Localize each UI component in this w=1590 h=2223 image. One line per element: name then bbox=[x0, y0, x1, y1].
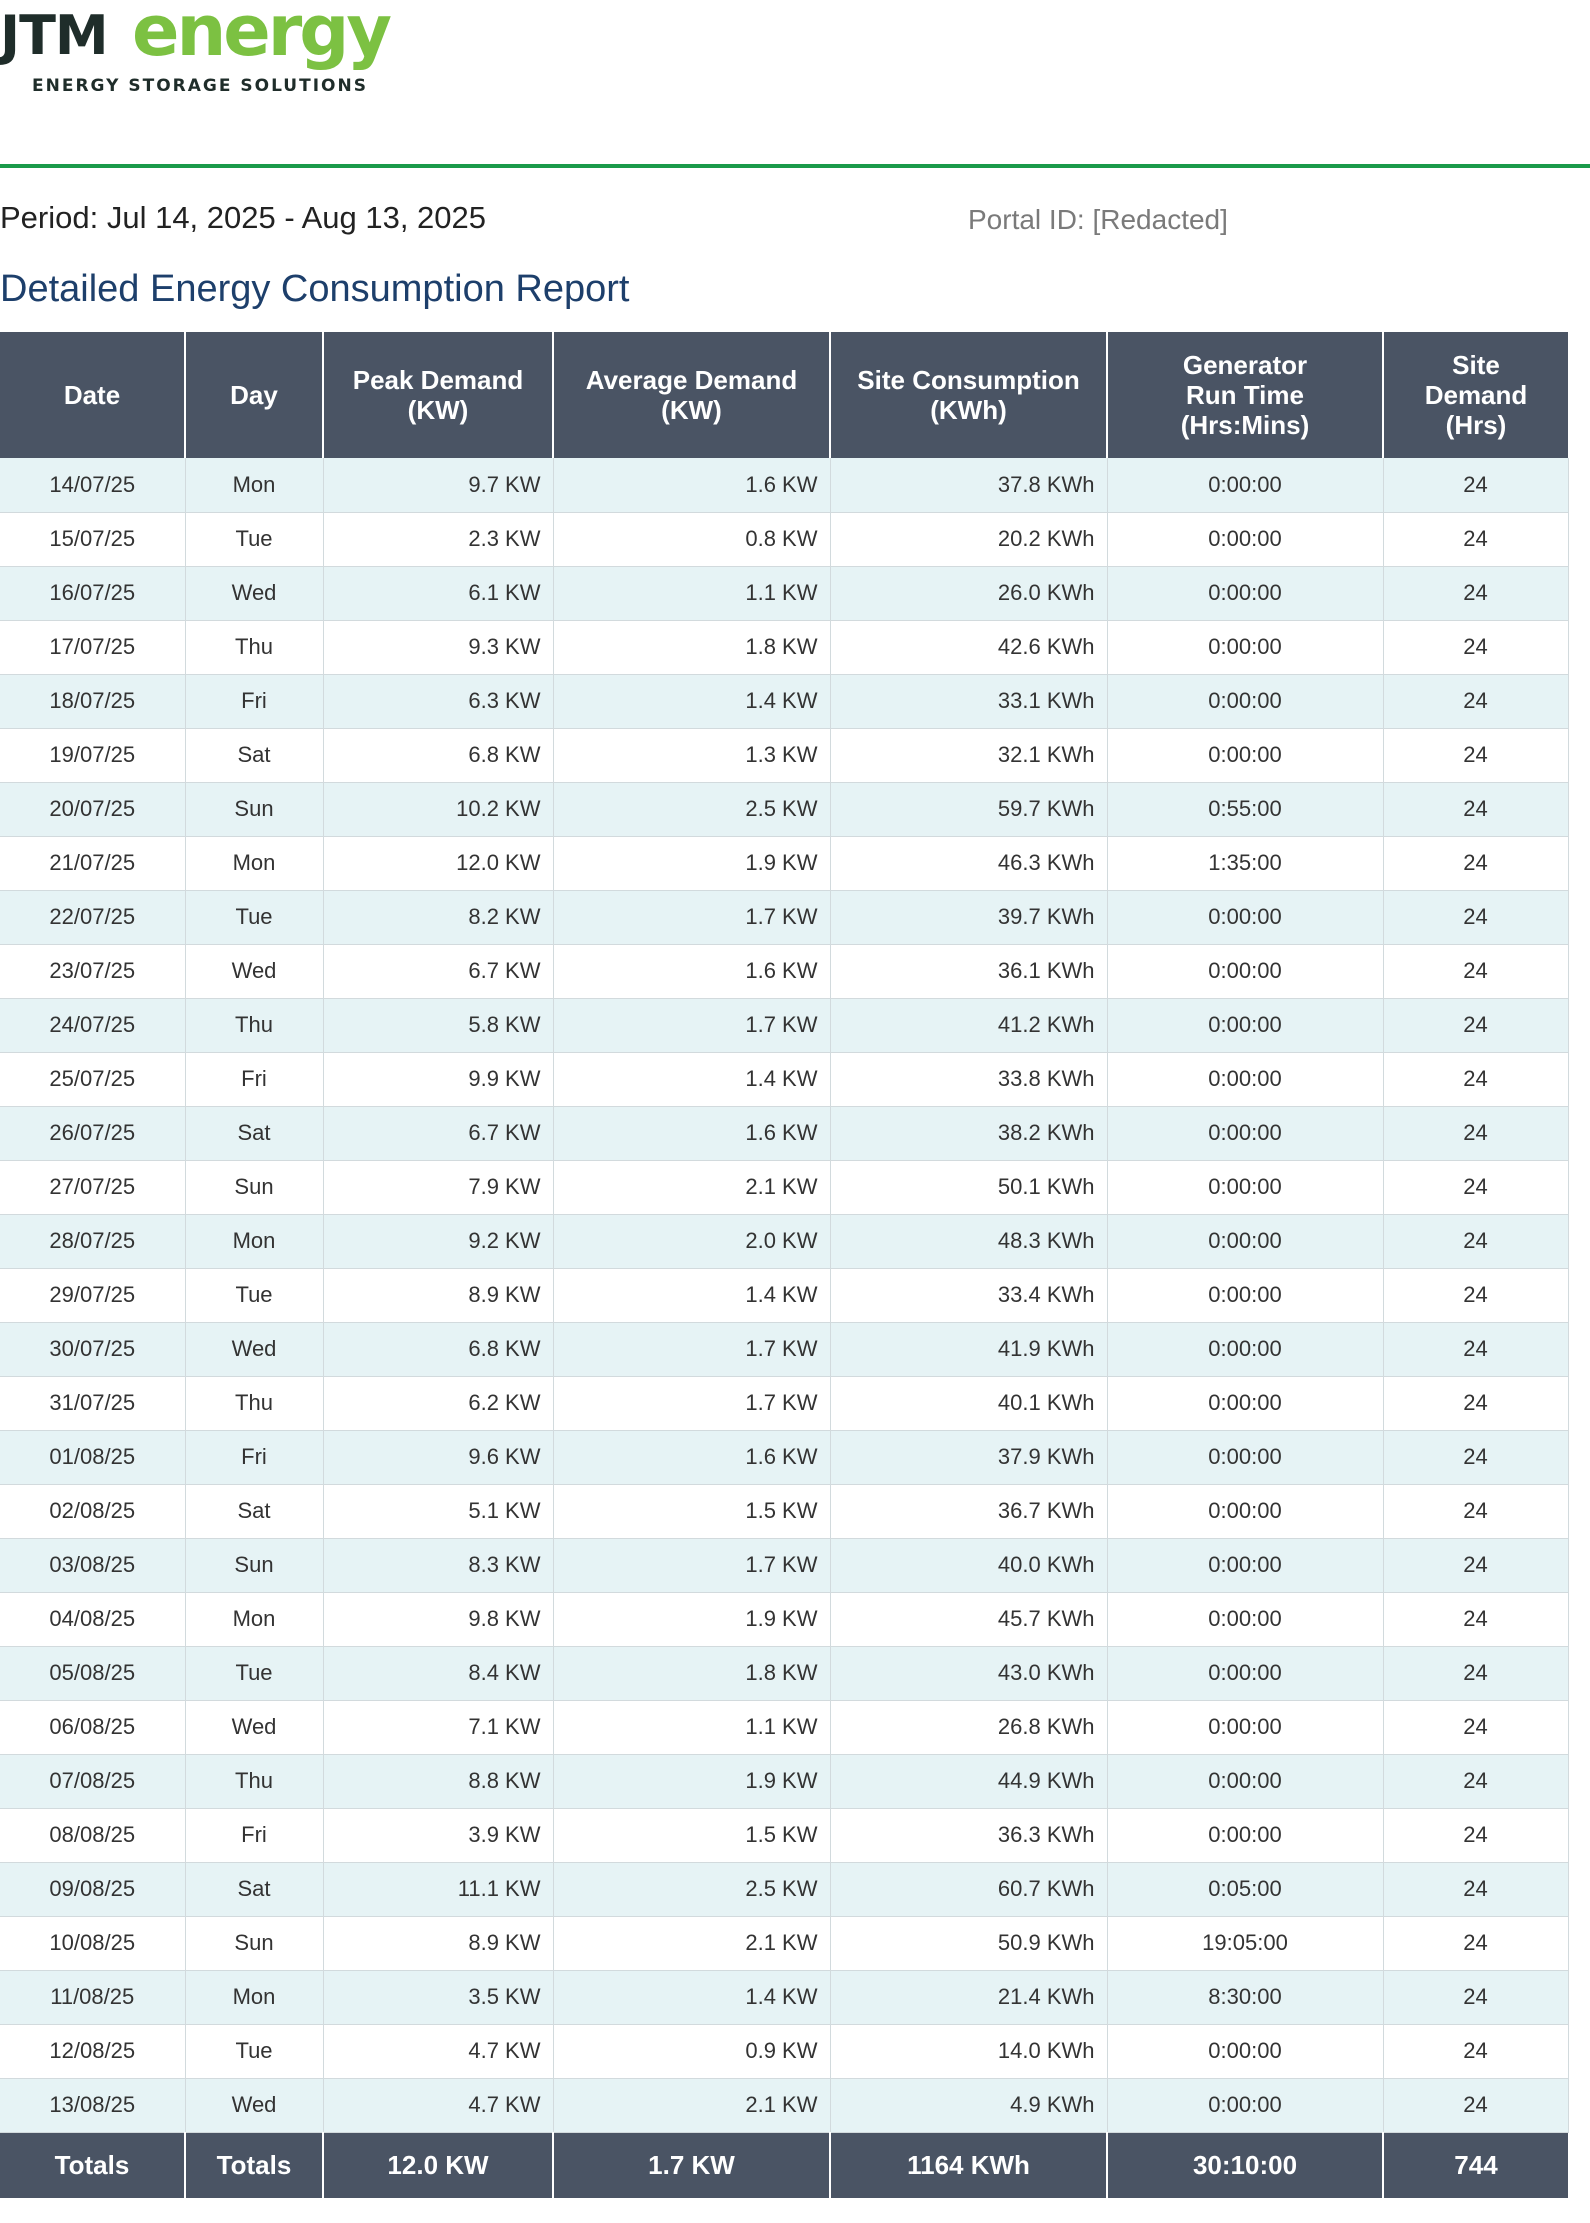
totals-date-label: Totals bbox=[0, 2132, 185, 2198]
table-row bbox=[0, 1484, 1568, 1538]
cell-average-demand: 1.9 KW bbox=[553, 836, 830, 890]
cell-date: 23/07/25 bbox=[0, 944, 185, 998]
cell-average-demand: 1.1 KW bbox=[553, 566, 830, 620]
cell-average-demand: 1.4 KW bbox=[553, 1268, 830, 1322]
col-header-generator-line1: Generator bbox=[1182, 350, 1308, 380]
cell-day: Fri bbox=[185, 1808, 323, 1862]
table-row bbox=[0, 1052, 1568, 1106]
table-row bbox=[0, 512, 1568, 566]
cell-peak-demand: 8.3 KW bbox=[323, 1538, 553, 1592]
cell-generator-run-time: 0:00:00 bbox=[1107, 2078, 1383, 2132]
cell-site-demand: 24 bbox=[1383, 674, 1568, 728]
cell-date: 28/07/25 bbox=[0, 1214, 185, 1268]
portal-id: Portal ID: [Redacted] bbox=[968, 204, 1228, 235]
cell-date: 17/07/25 bbox=[0, 620, 185, 674]
cell-site-consumption: 50.9 KWh bbox=[830, 1916, 1107, 1970]
cell-day: Sat bbox=[185, 1106, 323, 1160]
cell-date: 05/08/25 bbox=[0, 1646, 185, 1700]
cell-site-consumption: 43.0 KWh bbox=[830, 1646, 1107, 1700]
cell-peak-demand: 8.2 KW bbox=[323, 890, 553, 944]
table-row bbox=[0, 1430, 1568, 1484]
col-header-avg-line1: Average Demand bbox=[585, 365, 798, 395]
table-row bbox=[0, 1160, 1568, 1214]
cell-peak-demand: 10.2 KW bbox=[323, 782, 553, 836]
cell-day: Mon bbox=[185, 458, 323, 512]
cell-peak-demand: 9.3 KW bbox=[323, 620, 553, 674]
totals-site-consumption: 1164 KWh bbox=[830, 2132, 1107, 2198]
cell-date: 06/08/25 bbox=[0, 1700, 185, 1754]
cell-day: Tue bbox=[185, 1646, 323, 1700]
cell-site-consumption: 14.0 KWh bbox=[830, 2024, 1107, 2078]
cell-generator-run-time: 0:00:00 bbox=[1107, 1808, 1383, 1862]
cell-site-demand: 24 bbox=[1383, 1592, 1568, 1646]
cell-average-demand: 1.6 KW bbox=[553, 458, 830, 512]
cell-peak-demand: 9.2 KW bbox=[323, 1214, 553, 1268]
totals-row bbox=[0, 2132, 1568, 2198]
cell-day: Mon bbox=[185, 1214, 323, 1268]
cell-site-demand: 24 bbox=[1383, 1808, 1568, 1862]
table-row bbox=[0, 1754, 1568, 1808]
cell-site-demand: 24 bbox=[1383, 1862, 1568, 1916]
cell-average-demand: 1.4 KW bbox=[553, 1970, 830, 2024]
cell-date: 08/08/25 bbox=[0, 1808, 185, 1862]
cell-date: 22/07/25 bbox=[0, 890, 185, 944]
cell-generator-run-time: 8:30:00 bbox=[1107, 1970, 1383, 2024]
cell-peak-demand: 4.7 KW bbox=[323, 2078, 553, 2132]
cell-site-consumption: 41.2 KWh bbox=[830, 998, 1107, 1052]
cell-generator-run-time: 1:35:00 bbox=[1107, 836, 1383, 890]
cell-date: 24/07/25 bbox=[0, 998, 185, 1052]
cell-average-demand: 0.9 KW bbox=[553, 2024, 830, 2078]
cell-day: Sun bbox=[185, 782, 323, 836]
cell-site-consumption: 40.0 KWh bbox=[830, 1538, 1107, 1592]
cell-average-demand: 1.7 KW bbox=[553, 1376, 830, 1430]
cell-site-consumption: 40.1 KWh bbox=[830, 1376, 1107, 1430]
col-header-average-demand bbox=[553, 332, 830, 458]
cell-generator-run-time: 0:00:00 bbox=[1107, 1538, 1383, 1592]
cell-date: 12/08/25 bbox=[0, 2024, 185, 2078]
totals-generator-run-time: 30:10:00 bbox=[1107, 2132, 1383, 2198]
table-row bbox=[0, 728, 1568, 782]
col-header-generator-run-time bbox=[1107, 332, 1383, 458]
cell-day: Wed bbox=[185, 1322, 323, 1376]
cell-date: 21/07/25 bbox=[0, 836, 185, 890]
cell-date: 19/07/25 bbox=[0, 728, 185, 782]
cell-peak-demand: 6.7 KW bbox=[323, 944, 553, 998]
cell-peak-demand: 4.7 KW bbox=[323, 2024, 553, 2078]
cell-peak-demand: 8.9 KW bbox=[323, 1916, 553, 1970]
cell-generator-run-time: 0:05:00 bbox=[1107, 1862, 1383, 1916]
cell-day: Mon bbox=[185, 1970, 323, 2024]
cell-generator-run-time: 0:00:00 bbox=[1107, 674, 1383, 728]
cell-site-demand: 24 bbox=[1383, 1268, 1568, 1322]
cell-site-consumption: 42.6 KWh bbox=[830, 620, 1107, 674]
cell-site-consumption: 4.9 KWh bbox=[830, 2078, 1107, 2132]
cell-peak-demand: 6.8 KW bbox=[323, 1322, 553, 1376]
cell-peak-demand: 11.1 KW bbox=[323, 1862, 553, 1916]
col-header-peak-demand bbox=[323, 332, 553, 458]
cell-day: Sun bbox=[185, 1916, 323, 1970]
table-row bbox=[0, 1322, 1568, 1376]
cell-site-consumption: 33.8 KWh bbox=[830, 1052, 1107, 1106]
cell-average-demand: 1.3 KW bbox=[553, 728, 830, 782]
cell-site-consumption: 46.3 KWh bbox=[830, 836, 1107, 890]
cell-site-demand: 24 bbox=[1383, 1754, 1568, 1808]
cell-average-demand: 1.8 KW bbox=[553, 1646, 830, 1700]
cell-day: Tue bbox=[185, 890, 323, 944]
table-row bbox=[0, 1538, 1568, 1592]
cell-peak-demand: 6.3 KW bbox=[323, 674, 553, 728]
consumption-table bbox=[0, 332, 1569, 2198]
cell-generator-run-time: 0:00:00 bbox=[1107, 1484, 1383, 1538]
cell-peak-demand: 7.9 KW bbox=[323, 1160, 553, 1214]
cell-average-demand: 1.6 KW bbox=[553, 1430, 830, 1484]
cell-average-demand: 1.5 KW bbox=[553, 1808, 830, 1862]
cell-generator-run-time: 0:00:00 bbox=[1107, 1592, 1383, 1646]
totals-peak-demand: 12.0 KW bbox=[323, 2132, 553, 2198]
col-header-generator-line3: (Hrs:Mins) bbox=[1180, 410, 1310, 440]
cell-date: 03/08/25 bbox=[0, 1538, 185, 1592]
cell-peak-demand: 3.9 KW bbox=[323, 1808, 553, 1862]
col-header-date bbox=[0, 332, 185, 458]
cell-date: 27/07/25 bbox=[0, 1160, 185, 1214]
table-row bbox=[0, 1700, 1568, 1754]
totals-average-demand: 1.7 KW bbox=[553, 2132, 830, 2198]
cell-peak-demand: 5.8 KW bbox=[323, 998, 553, 1052]
cell-peak-demand: 9.7 KW bbox=[323, 458, 553, 512]
table-row bbox=[0, 2078, 1568, 2132]
cell-generator-run-time: 0:00:00 bbox=[1107, 1052, 1383, 1106]
cell-peak-demand: 6.2 KW bbox=[323, 1376, 553, 1430]
col-header-peak-line1: Peak Demand bbox=[352, 365, 524, 395]
cell-day: Sat bbox=[185, 1484, 323, 1538]
cell-day: Wed bbox=[185, 944, 323, 998]
cell-peak-demand: 7.1 KW bbox=[323, 1700, 553, 1754]
table-row bbox=[0, 1646, 1568, 1700]
cell-peak-demand: 8.4 KW bbox=[323, 1646, 553, 1700]
cell-site-consumption: 36.7 KWh bbox=[830, 1484, 1107, 1538]
header-divider bbox=[0, 164, 1590, 168]
cell-day: Wed bbox=[185, 1700, 323, 1754]
cell-site-consumption: 26.8 KWh bbox=[830, 1700, 1107, 1754]
cell-date: 09/08/25 bbox=[0, 1862, 185, 1916]
cell-day: Wed bbox=[185, 566, 323, 620]
col-header-site-demand-line3: (Hrs) bbox=[1445, 410, 1507, 440]
col-header-site-demand-line2: Demand bbox=[1424, 380, 1528, 410]
table-body bbox=[0, 458, 1568, 2132]
cell-site-demand: 24 bbox=[1383, 1214, 1568, 1268]
cell-site-demand: 24 bbox=[1383, 1052, 1568, 1106]
table-row bbox=[0, 1592, 1568, 1646]
col-header-generator-line2: Run Time bbox=[1186, 380, 1304, 410]
cell-site-demand: 24 bbox=[1383, 1538, 1568, 1592]
cell-site-consumption: 50.1 KWh bbox=[830, 1160, 1107, 1214]
cell-site-consumption: 20.2 KWh bbox=[830, 512, 1107, 566]
table-row bbox=[0, 944, 1568, 998]
cell-date: 30/07/25 bbox=[0, 1322, 185, 1376]
col-header-date-label: Date bbox=[63, 380, 121, 410]
col-header-site-consumption bbox=[830, 332, 1107, 458]
table-row bbox=[0, 674, 1568, 728]
cell-average-demand: 1.6 KW bbox=[553, 1106, 830, 1160]
cell-peak-demand: 9.9 KW bbox=[323, 1052, 553, 1106]
cell-site-consumption: 36.1 KWh bbox=[830, 944, 1107, 998]
cell-site-demand: 24 bbox=[1383, 458, 1568, 512]
cell-site-demand: 24 bbox=[1383, 1700, 1568, 1754]
cell-date: 16/07/25 bbox=[0, 566, 185, 620]
cell-generator-run-time: 0:00:00 bbox=[1107, 1646, 1383, 1700]
table-row bbox=[0, 1916, 1568, 1970]
cell-generator-run-time: 0:00:00 bbox=[1107, 1160, 1383, 1214]
table-row bbox=[0, 1376, 1568, 1430]
cell-day: Mon bbox=[185, 836, 323, 890]
cell-average-demand: 2.1 KW bbox=[553, 1160, 830, 1214]
cell-date: 11/08/25 bbox=[0, 1970, 185, 2024]
cell-day: Sun bbox=[185, 1538, 323, 1592]
cell-site-demand: 24 bbox=[1383, 2078, 1568, 2132]
cell-site-demand: 24 bbox=[1383, 836, 1568, 890]
cell-site-consumption: 44.9 KWh bbox=[830, 1754, 1107, 1808]
cell-site-demand: 24 bbox=[1383, 1484, 1568, 1538]
totals-day-label: Totals bbox=[185, 2132, 323, 2198]
cell-date: 18/07/25 bbox=[0, 674, 185, 728]
cell-site-consumption: 37.8 KWh bbox=[830, 458, 1107, 512]
cell-peak-demand: 2.3 KW bbox=[323, 512, 553, 566]
cell-generator-run-time: 0:00:00 bbox=[1107, 1322, 1383, 1376]
cell-generator-run-time: 0:55:00 bbox=[1107, 782, 1383, 836]
table-row bbox=[0, 782, 1568, 836]
cell-site-demand: 24 bbox=[1383, 2024, 1568, 2078]
cell-day: Thu bbox=[185, 620, 323, 674]
cell-day: Thu bbox=[185, 1376, 323, 1430]
table-row bbox=[0, 566, 1568, 620]
cell-site-demand: 24 bbox=[1383, 1376, 1568, 1430]
cell-day: Thu bbox=[185, 1754, 323, 1808]
cell-average-demand: 1.1 KW bbox=[553, 1700, 830, 1754]
cell-site-consumption: 39.7 KWh bbox=[830, 890, 1107, 944]
cell-peak-demand: 8.9 KW bbox=[323, 1268, 553, 1322]
cell-generator-run-time: 0:00:00 bbox=[1107, 566, 1383, 620]
table-row bbox=[0, 1970, 1568, 2024]
table-row bbox=[0, 890, 1568, 944]
company-logo bbox=[0, 0, 430, 100]
cell-generator-run-time: 0:00:00 bbox=[1107, 890, 1383, 944]
col-header-day bbox=[185, 332, 323, 458]
table-row bbox=[0, 458, 1568, 512]
cell-day: Fri bbox=[185, 1052, 323, 1106]
cell-generator-run-time: 0:00:00 bbox=[1107, 1430, 1383, 1484]
cell-peak-demand: 5.1 KW bbox=[323, 1484, 553, 1538]
cell-average-demand: 1.7 KW bbox=[553, 890, 830, 944]
cell-date: 01/08/25 bbox=[0, 1430, 185, 1484]
cell-average-demand: 1.4 KW bbox=[553, 674, 830, 728]
logo-brand-prefix: JTM bbox=[0, 4, 108, 67]
cell-generator-run-time: 0:00:00 bbox=[1107, 1268, 1383, 1322]
cell-day: Mon bbox=[185, 1592, 323, 1646]
cell-site-demand: 24 bbox=[1383, 1646, 1568, 1700]
cell-average-demand: 2.5 KW bbox=[553, 1862, 830, 1916]
cell-site-consumption: 21.4 KWh bbox=[830, 1970, 1107, 2024]
table-row bbox=[0, 1106, 1568, 1160]
cell-generator-run-time: 0:00:00 bbox=[1107, 458, 1383, 512]
cell-site-demand: 24 bbox=[1383, 620, 1568, 674]
logo-tagline: ENERGY STORAGE SOLUTIONS bbox=[32, 76, 368, 96]
totals-site-demand: 744 bbox=[1383, 2132, 1568, 2198]
cell-average-demand: 1.5 KW bbox=[553, 1484, 830, 1538]
cell-peak-demand: 6.7 KW bbox=[323, 1106, 553, 1160]
cell-date: 31/07/25 bbox=[0, 1376, 185, 1430]
cell-day: Tue bbox=[185, 512, 323, 566]
cell-generator-run-time: 0:00:00 bbox=[1107, 728, 1383, 782]
cell-site-demand: 24 bbox=[1383, 782, 1568, 836]
cell-site-consumption: 38.2 KWh bbox=[830, 1106, 1107, 1160]
cell-average-demand: 1.6 KW bbox=[553, 944, 830, 998]
table-row bbox=[0, 1862, 1568, 1916]
cell-average-demand: 1.7 KW bbox=[553, 998, 830, 1052]
cell-site-consumption: 37.9 KWh bbox=[830, 1430, 1107, 1484]
table-row bbox=[0, 1214, 1568, 1268]
cell-average-demand: 2.1 KW bbox=[553, 1916, 830, 1970]
cell-day: Sat bbox=[185, 1862, 323, 1916]
cell-peak-demand: 6.8 KW bbox=[323, 728, 553, 782]
cell-day: Sun bbox=[185, 1160, 323, 1214]
cell-date: 25/07/25 bbox=[0, 1052, 185, 1106]
cell-site-consumption: 48.3 KWh bbox=[830, 1214, 1107, 1268]
cell-average-demand: 1.7 KW bbox=[553, 1322, 830, 1376]
table-row bbox=[0, 998, 1568, 1052]
cell-generator-run-time: 0:00:00 bbox=[1107, 512, 1383, 566]
cell-site-consumption: 32.1 KWh bbox=[830, 728, 1107, 782]
table-row bbox=[0, 620, 1568, 674]
cell-date: 29/07/25 bbox=[0, 1268, 185, 1322]
cell-day: Sat bbox=[185, 728, 323, 782]
table-row bbox=[0, 2024, 1568, 2078]
cell-site-consumption: 41.9 KWh bbox=[830, 1322, 1107, 1376]
col-header-site-demand-line1: Site bbox=[1452, 350, 1500, 380]
cell-site-consumption: 26.0 KWh bbox=[830, 566, 1107, 620]
cell-date: 04/08/25 bbox=[0, 1592, 185, 1646]
cell-site-demand: 24 bbox=[1383, 998, 1568, 1052]
logo-brand-name: energy bbox=[132, 0, 390, 72]
cell-date: 10/08/25 bbox=[0, 1916, 185, 1970]
report-period: Period: Jul 14, 2025 - Aug 13, 2025 bbox=[0, 200, 487, 235]
cell-generator-run-time: 0:00:00 bbox=[1107, 2024, 1383, 2078]
cell-average-demand: 1.9 KW bbox=[553, 1754, 830, 1808]
cell-average-demand: 1.7 KW bbox=[553, 1538, 830, 1592]
cell-day: Tue bbox=[185, 2024, 323, 2078]
col-header-consumption-line1: Site Consumption bbox=[857, 365, 1080, 395]
cell-date: 20/07/25 bbox=[0, 782, 185, 836]
cell-peak-demand: 12.0 KW bbox=[323, 836, 553, 890]
cell-day: Tue bbox=[185, 1268, 323, 1322]
cell-average-demand: 2.5 KW bbox=[553, 782, 830, 836]
cell-site-demand: 24 bbox=[1383, 1106, 1568, 1160]
cell-date: 02/08/25 bbox=[0, 1484, 185, 1538]
cell-date: 15/07/25 bbox=[0, 512, 185, 566]
table-row bbox=[0, 1268, 1568, 1322]
col-header-consumption-line2: (KWh) bbox=[930, 395, 1007, 425]
cell-average-demand: 1.4 KW bbox=[553, 1052, 830, 1106]
cell-average-demand: 0.8 KW bbox=[553, 512, 830, 566]
col-header-site-demand bbox=[1383, 332, 1568, 458]
cell-date: 26/07/25 bbox=[0, 1106, 185, 1160]
cell-day: Thu bbox=[185, 998, 323, 1052]
cell-site-consumption: 33.1 KWh bbox=[830, 674, 1107, 728]
cell-site-demand: 24 bbox=[1383, 890, 1568, 944]
table-row bbox=[0, 836, 1568, 890]
cell-site-consumption: 45.7 KWh bbox=[830, 1592, 1107, 1646]
cell-site-demand: 24 bbox=[1383, 1970, 1568, 2024]
cell-site-consumption: 60.7 KWh bbox=[830, 1862, 1107, 1916]
cell-generator-run-time: 0:00:00 bbox=[1107, 944, 1383, 998]
cell-day: Wed bbox=[185, 2078, 323, 2132]
cell-average-demand: 2.1 KW bbox=[553, 2078, 830, 2132]
cell-peak-demand: 3.5 KW bbox=[323, 1970, 553, 2024]
cell-site-demand: 24 bbox=[1383, 1322, 1568, 1376]
cell-peak-demand: 9.6 KW bbox=[323, 1430, 553, 1484]
cell-site-demand: 24 bbox=[1383, 728, 1568, 782]
cell-site-demand: 24 bbox=[1383, 512, 1568, 566]
cell-site-demand: 24 bbox=[1383, 1430, 1568, 1484]
cell-generator-run-time: 0:00:00 bbox=[1107, 620, 1383, 674]
cell-generator-run-time: 0:00:00 bbox=[1107, 998, 1383, 1052]
table-row bbox=[0, 1808, 1568, 1862]
cell-site-demand: 24 bbox=[1383, 1916, 1568, 1970]
cell-generator-run-time: 0:00:00 bbox=[1107, 1106, 1383, 1160]
report-title: Detailed Energy Consumption Report bbox=[0, 268, 630, 310]
cell-generator-run-time: 0:00:00 bbox=[1107, 1376, 1383, 1430]
cell-date: 07/08/25 bbox=[0, 1754, 185, 1808]
cell-peak-demand: 6.1 KW bbox=[323, 566, 553, 620]
col-header-avg-line2: (KW) bbox=[661, 395, 722, 425]
cell-generator-run-time: 0:00:00 bbox=[1107, 1754, 1383, 1808]
cell-generator-run-time: 19:05:00 bbox=[1107, 1916, 1383, 1970]
cell-average-demand: 1.8 KW bbox=[553, 620, 830, 674]
table-header-row bbox=[0, 332, 1568, 458]
col-header-peak-line2: (KW) bbox=[407, 395, 469, 425]
cell-generator-run-time: 0:00:00 bbox=[1107, 1214, 1383, 1268]
cell-day: Fri bbox=[185, 1430, 323, 1484]
cell-site-demand: 24 bbox=[1383, 944, 1568, 998]
cell-site-consumption: 33.4 KWh bbox=[830, 1268, 1107, 1322]
cell-site-consumption: 59.7 KWh bbox=[830, 782, 1107, 836]
cell-site-demand: 24 bbox=[1383, 566, 1568, 620]
col-header-day-label: Day bbox=[230, 380, 278, 410]
cell-generator-run-time: 0:00:00 bbox=[1107, 1700, 1383, 1754]
cell-date: 13/08/25 bbox=[0, 2078, 185, 2132]
cell-peak-demand: 9.8 KW bbox=[323, 1592, 553, 1646]
cell-day: Fri bbox=[185, 674, 323, 728]
cell-average-demand: 1.9 KW bbox=[553, 1592, 830, 1646]
cell-site-consumption: 36.3 KWh bbox=[830, 1808, 1107, 1862]
cell-average-demand: 2.0 KW bbox=[553, 1214, 830, 1268]
cell-site-demand: 24 bbox=[1383, 1160, 1568, 1214]
cell-peak-demand: 8.8 KW bbox=[323, 1754, 553, 1808]
cell-date: 14/07/25 bbox=[0, 458, 185, 512]
